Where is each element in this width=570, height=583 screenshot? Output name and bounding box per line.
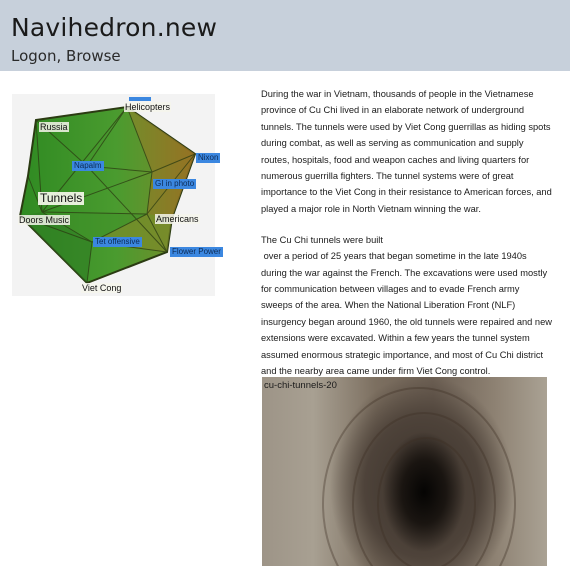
graph-node-helicopters[interactable]: Helicopters <box>125 102 171 112</box>
graph-node-doors-music[interactable]: Doors Music <box>19 215 70 225</box>
article-paragraph: During the war in Vietnam, thousands of people in the Vietnamese province of Cu Chi lived in an elaborate network of underground tunnels. The tunnels were used by Viet Cong guerrillas as hiding spots during combat, as well as serving as communication and supply routes, hospitals, food and weapon caches and living quarters for numerous guerrilla fighters. The tunnel systems were of great importance to the Viet Cong in their resistance to American forces, and played a major role in North Vietnam winning the war. <box>261 89 552 214</box>
graph-node-viet-cong[interactable]: Viet Cong <box>82 283 122 293</box>
browse-link[interactable]: Browse <box>66 47 121 65</box>
graph-node-flower-power[interactable]: Flower Power <box>172 247 221 256</box>
graph-node-nixon[interactable]: Nixon <box>198 153 219 162</box>
graph-tag-hidden[interactable] <box>129 97 151 101</box>
tunnel-photo <box>262 377 547 566</box>
article-paragraph-text: over a period of 25 years that began sometime in the late 1940s during the war against the French. The excavations were used mostly for communication between villages and to evade French army sweeps of the area. When the National Liberation Front (NLF) insurgency began around 1960, the old tunnels were repaired and new extensions were excavated. Within a few years the tunnel system assumed enormous strategic importance, and most of Cu Chi district and the nearby area came under firm Viet Cong control. <box>261 251 552 376</box>
article-paragraph <box>261 248 553 379</box>
graph-node-americans[interactable]: Americans <box>156 214 199 224</box>
photo-caption: cu-chi-tunnels-20 <box>264 380 337 391</box>
logon-link[interactable]: Logon <box>11 47 57 65</box>
site-title[interactable]: Navihedron.new <box>11 13 218 42</box>
nav-separator: , <box>56 47 62 65</box>
article-body <box>261 86 553 379</box>
tunnel-wall-texture <box>377 437 476 566</box>
graph-node-russia[interactable]: Russia <box>40 122 68 132</box>
graph-node-tet-offensive[interactable]: Tet offensive <box>95 237 140 246</box>
graph-node-napalm[interactable]: Napalm <box>74 161 102 170</box>
navihedron-graph[interactable] <box>12 94 221 296</box>
nav-links <box>11 47 121 65</box>
site-header <box>0 0 570 71</box>
graph-node-tunnels[interactable]: Tunnels <box>40 191 83 205</box>
article-subtitle: The Cu Chi tunnels were built <box>261 234 383 245</box>
graph-node-gi-in-photo[interactable]: GI in photo <box>155 179 195 188</box>
